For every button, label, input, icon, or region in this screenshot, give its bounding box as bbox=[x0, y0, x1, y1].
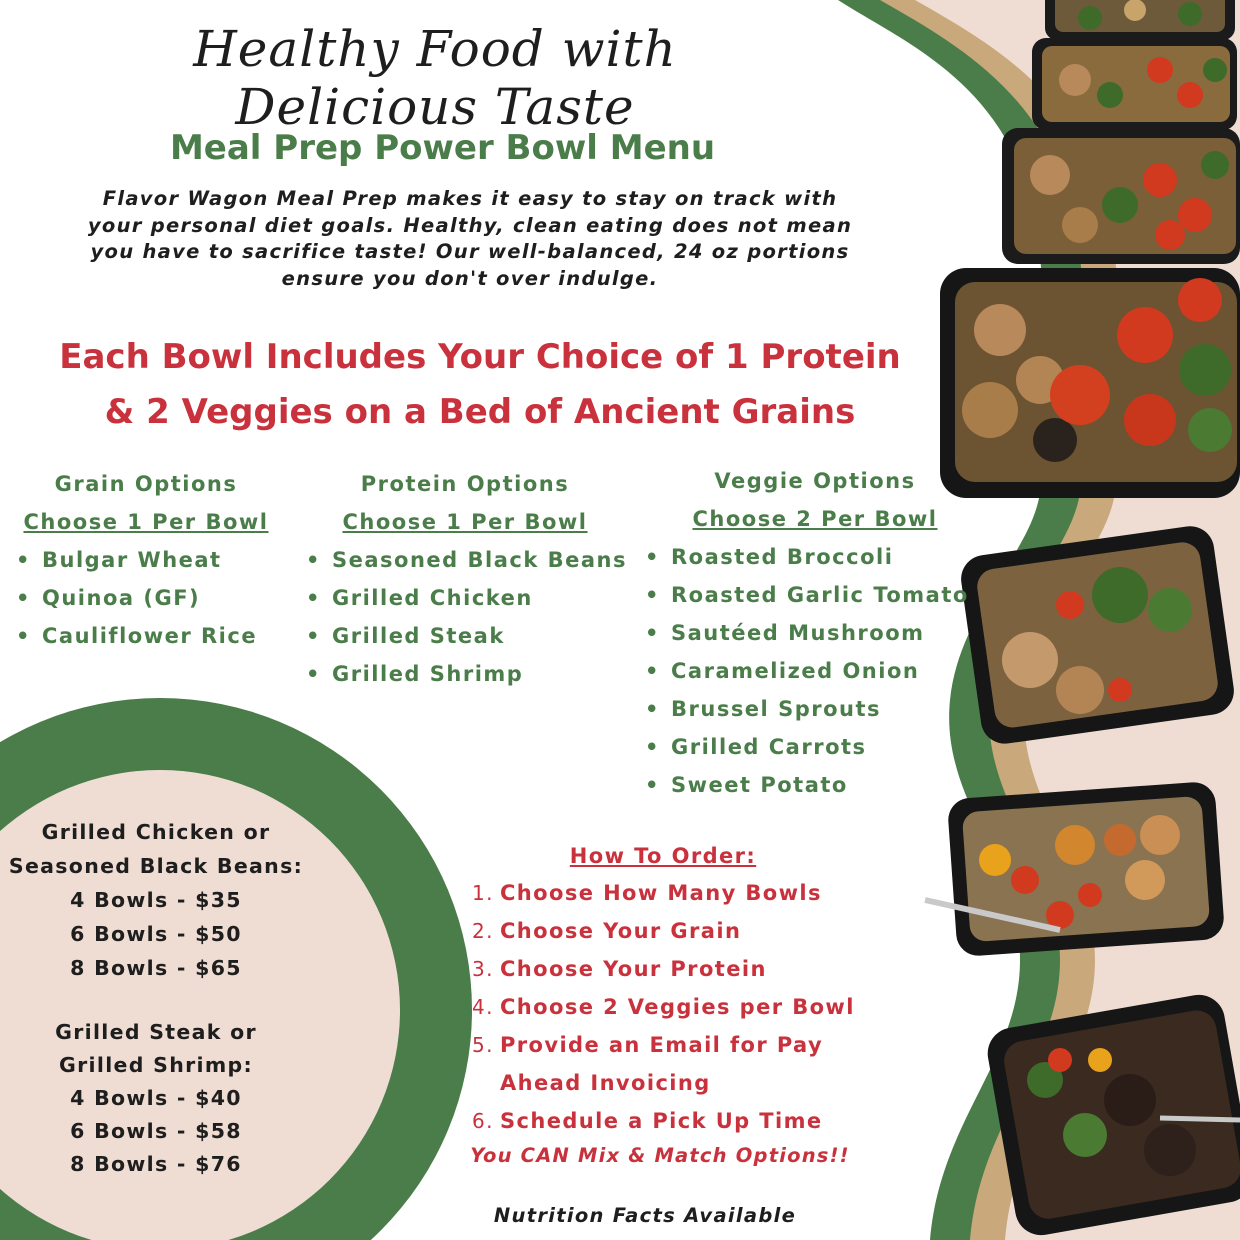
step-text: Ahead Invoicing bbox=[500, 1071, 711, 1095]
step-text: Choose How Many Bowls bbox=[500, 881, 822, 905]
pricing-steak-shrimp bbox=[0, 1016, 312, 1181]
nutrition-facts-note: Nutrition Facts Available bbox=[493, 1204, 797, 1227]
protein-options-title: Protein Options bbox=[360, 472, 570, 496]
pricing-group-label: Grilled Shrimp: bbox=[59, 1053, 253, 1077]
price-line: 8 Bowls - $76 bbox=[70, 1152, 242, 1176]
step-number: 1. bbox=[472, 881, 494, 905]
order-step bbox=[456, 1026, 876, 1064]
meal-container-photo-4 bbox=[940, 268, 1240, 498]
pricing-chicken-beans bbox=[0, 815, 312, 985]
protein-options-subtitle: Choose 1 Per Bowl bbox=[342, 510, 588, 534]
intro-line: you have to sacrifice taste! Our well-balanced, 24 oz portions bbox=[90, 240, 850, 263]
headline-line-1: Each Bowl Includes Your Choice of 1 Protein bbox=[59, 337, 901, 377]
price-line: 8 Bowls - $65 bbox=[70, 956, 242, 980]
step-number: 6. bbox=[472, 1109, 494, 1133]
menu-subtitle: Meal Prep Power Bowl Menu bbox=[169, 128, 716, 168]
how-to-order-title: How To Order: bbox=[569, 844, 757, 868]
step-text: Provide an Email for Pay bbox=[500, 1033, 824, 1057]
step-number: 2. bbox=[472, 919, 494, 943]
order-steps-list bbox=[456, 874, 876, 1140]
meal-container-photo-2 bbox=[1032, 38, 1237, 130]
intro-line: your personal diet goals. Healthy, clean eating does not mean bbox=[87, 213, 853, 237]
price-line: 6 Bowls - $58 bbox=[70, 1119, 242, 1143]
intro-line: ensure you don't over indulge. bbox=[281, 266, 659, 290]
bowl-headline bbox=[30, 330, 930, 440]
veggie-option-item: • Sautéed Mushroom bbox=[645, 614, 975, 652]
protein-option-item: • Seasoned Black Beans bbox=[306, 541, 626, 579]
grain-option-item: • Quinoa (GF) bbox=[16, 579, 276, 617]
step-text: Choose Your Grain bbox=[500, 919, 742, 943]
price-line: 4 Bowls - $40 bbox=[70, 1086, 242, 1110]
script-title: Healthy Food with Delicious Taste bbox=[193, 20, 677, 136]
step-text: Choose Your Protein bbox=[500, 957, 767, 981]
veggie-option-item: • Grilled Carrots bbox=[645, 728, 975, 766]
grain-options-title: Grain Options bbox=[54, 472, 238, 496]
veggie-option-item: • Sweet Potato bbox=[645, 766, 975, 804]
step-text: Choose 2 Veggies per Bowl bbox=[500, 995, 855, 1019]
headline-line-2: & 2 Veggies on a Bed of Ancient Grains bbox=[104, 392, 856, 432]
order-step bbox=[456, 912, 876, 950]
meal-container-photo-1 bbox=[1045, 0, 1235, 40]
veggie-option-item: • Roasted Garlic Tomato bbox=[645, 576, 975, 614]
veggie-options-subtitle: Choose 2 Per Bowl bbox=[692, 507, 938, 531]
veggie-options-title: Veggie Options bbox=[714, 469, 916, 493]
price-line: 6 Bowls - $50 bbox=[70, 922, 242, 946]
order-step bbox=[456, 950, 876, 988]
step-text: Schedule a Pick Up Time bbox=[500, 1109, 823, 1133]
grain-options-list bbox=[16, 541, 276, 655]
step-number: 5. bbox=[472, 1033, 494, 1057]
veggie-option-item: • Roasted Broccoli bbox=[645, 538, 975, 576]
grain-options-subtitle: Choose 1 Per Bowl bbox=[23, 510, 269, 534]
protein-options-list bbox=[306, 541, 626, 693]
order-step bbox=[456, 1102, 876, 1140]
intro-line: Flavor Wagon Meal Prep makes it easy to stay on track with bbox=[102, 187, 838, 210]
veggie-options-column bbox=[645, 462, 975, 804]
veggie-option-item: • Brussel Sprouts bbox=[645, 690, 975, 728]
pricing-group-label: Grilled Chicken or bbox=[41, 820, 271, 844]
veggie-options-list bbox=[645, 538, 975, 804]
order-step bbox=[456, 874, 876, 912]
step-number: 4. bbox=[472, 995, 494, 1019]
meal-container-photo-3 bbox=[1002, 128, 1240, 264]
protein-option-item: • Grilled Steak bbox=[306, 617, 626, 655]
grain-options-column bbox=[16, 465, 276, 655]
price-line: 4 Bowls - $35 bbox=[70, 888, 242, 912]
protein-options-column bbox=[306, 465, 626, 693]
protein-option-item: • Grilled Shrimp bbox=[306, 655, 626, 693]
pricing-group-label: Seasoned Black Beans: bbox=[8, 854, 304, 878]
intro-paragraph bbox=[70, 186, 870, 292]
veggie-option-item: • Caramelized Onion bbox=[645, 652, 975, 690]
grain-option-item: • Bulgar Wheat bbox=[16, 541, 276, 579]
meal-container-photo-6 bbox=[925, 781, 1225, 957]
order-step-continued bbox=[456, 1064, 876, 1102]
meal-container-photo-5 bbox=[958, 523, 1237, 747]
grain-option-item: • Cauliflower Rice bbox=[16, 617, 276, 655]
meal-container-photo-7 bbox=[984, 991, 1240, 1239]
mix-match-note: You CAN Mix & Match Options!! bbox=[470, 1144, 850, 1167]
order-step bbox=[456, 988, 876, 1026]
how-to-order bbox=[456, 838, 876, 1140]
protein-option-item: • Grilled Chicken bbox=[306, 579, 626, 617]
step-number: 3. bbox=[472, 957, 494, 981]
pricing-group-label: Grilled Steak or bbox=[55, 1020, 257, 1044]
